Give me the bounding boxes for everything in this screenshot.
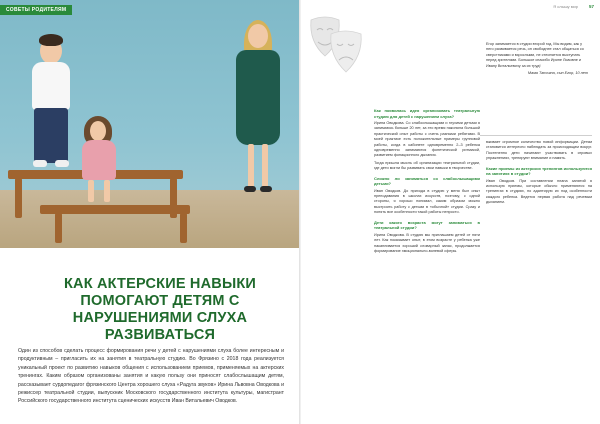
column-2-bridge: вживает огромное количество новой информации. Детям становится интересно наблюдать за происходящим вокруг. Постепенно дети начинают участвовать в игровых упражнениях, тренируют внимание и память. <box>486 140 592 161</box>
child-girl-small-leg <box>88 180 94 202</box>
testimonial-text: Егор занимается в студии второй год. Мы видим, как у него развивается речь, он свободнее стал общаться со сверстниками и взрослыми, не стесняется выступать перед зрителями. Большое спасибо Ирине Львовне и Ивану Витальевичу за их труд! <box>486 42 584 68</box>
child-girl-small-face <box>90 121 106 141</box>
section-rubric <box>0 5 72 15</box>
question-3: Дети какого возраста могут заниматься в театральной студии? <box>374 219 480 231</box>
question-1: Как появилась идея организовать театральную студию для детей с нарушением слуха? <box>374 108 480 119</box>
child-boy-jeans <box>34 108 68 163</box>
article-headline: КАК АКТЕРСКИЕ НАВЫКИ ПОМОГАЮТ ДЕТЯМ С НАРУШЕНИЯМИ СЛУХА РАЗВИВАТЬСЯ <box>63 276 257 343</box>
question-2: Сложно ли заниматься со слабослышащими детьми? <box>374 175 480 187</box>
answer-2-p1: Иван Оводков. До прихода в студию у меня был опыт преподавания в школах искусств, поэтому, с одной стороны, я хорошо понимал, каким образом можно выстроить работу с детьми в «обычной» студии. Сразу и понять все особенности такой работы непросто. <box>374 188 480 215</box>
bench-leg <box>180 213 187 243</box>
photo-floor <box>0 190 300 248</box>
bench-leg <box>55 213 62 243</box>
child-girl-small-dress <box>82 140 116 180</box>
answer-1-p1: Ирина Оводкова. Со слабослышащими и глухими детьми я занимаюсь больше 20 лет, за это время накопила большой практический опыт работы с очень разными ребятами. В моей практике есть положительные примеры групповой работы, когда в кабинете одновременно 2–3 ребенка одновременно занимаются фонетической ритмикой, развитием фонационного дыхания. <box>374 121 480 158</box>
child-girl-tall-leg <box>248 144 254 188</box>
column-2 <box>486 140 592 208</box>
divider <box>480 135 592 136</box>
child-boy-hair <box>39 34 63 46</box>
photo <box>0 0 300 248</box>
bench-leg <box>15 178 22 218</box>
testimonial-author: Мама Татьяна, сын Егор, 10 лет <box>527 71 588 76</box>
child-girl-tall-shoe <box>260 186 272 192</box>
answer-4-p1: Иван Оводков. При составлении плана занятий я использую приемы, которые обычно применяются на тренингах в студиях, но адаптирую их под особенности каждого ребенка. Ведется первая работа над речевым дыханием. <box>486 178 592 205</box>
bench-lower <box>40 205 190 214</box>
section-rubric-label: СОВЕТЫ РОДИТЕЛЯМ <box>6 7 67 13</box>
child-girl-tall-head <box>248 24 268 48</box>
article-lead: Один из способов сделать процесс формирования речи у детей с нарушениями слуха более интересным и продуктивным – пригласить их на занятия в театральную студию. Во Фрязино с 2018 года реализуется уникальный проект по развитию навыков общения с использованием приемов, применяемых на актерских тренингах. Каким образом организованы занятия и какую пользу они приносят слабослышащим детям, рассказывает сурдопедагог фрязинского Центра хорошего слуха «Радуга звуков» Ирина Львовна Оводкова и режиссер театральной студии, выпускник Московского государственного института культуры, магистрант Российского государственного института сценических искусств Иван Витальевич Оводков. <box>18 348 284 405</box>
answer-1-p2: Тогда пришла мысль об организации театральной студии, где дети могли бы развивать свои навыки в творчестве. <box>374 160 480 171</box>
column-1 <box>374 104 480 256</box>
child-boy-shirt <box>32 62 70 110</box>
theatre-masks-icon <box>305 12 367 82</box>
running-head: Я слышу мир <box>553 4 578 9</box>
testimonial-box <box>486 42 588 76</box>
page-number: 57 <box>588 4 594 9</box>
child-girl-small-leg <box>104 180 110 202</box>
bench-leg <box>170 178 177 218</box>
question-4: Какие приемы из актерских тренингов используются на занятиях в студии? <box>486 165 592 177</box>
child-girl-tall-dress <box>236 50 280 145</box>
child-girl-tall-leg <box>262 144 268 188</box>
child-boy-shoe <box>33 160 47 167</box>
answer-3-p1: Ирина Оводкова. В студию мы приглашаем детей от пяти лет. Как показывает опыт, в этом возрасте у ребенка уже накапливается хороший словарный запас, продолжается формирование эмоционально-волевой сферы. <box>374 232 480 253</box>
child-girl-tall-shoe <box>244 186 256 192</box>
child-boy-shoe <box>55 160 69 167</box>
